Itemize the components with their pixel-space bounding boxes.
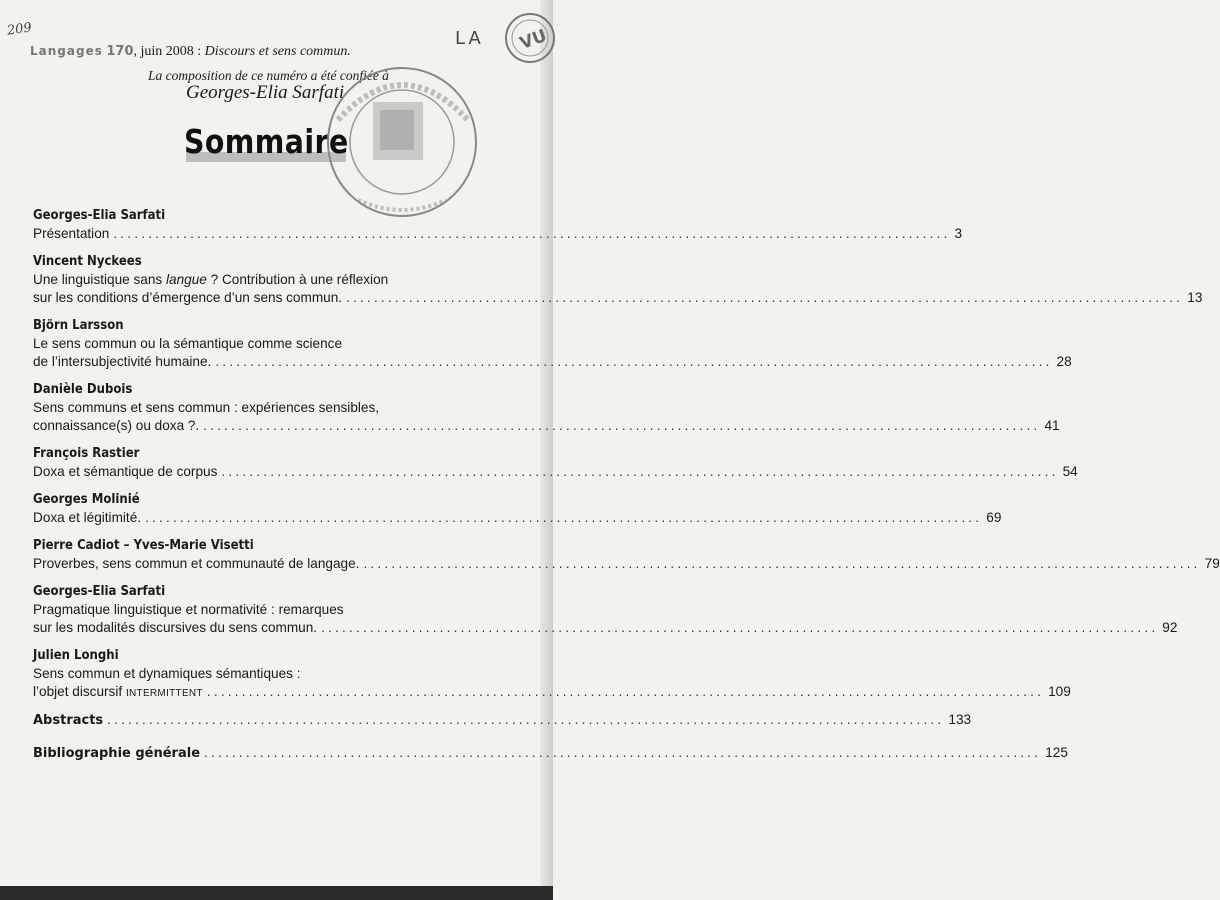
toc-leader-row [33, 463, 1078, 483]
toc-author: François Rastier [33, 446, 140, 461]
toc-author: Danièle Dubois [33, 382, 133, 397]
toc-author: Georges-Elia Sarfati [33, 208, 166, 223]
dot-leader: ........................................................................................................................ [204, 745, 1042, 760]
page-edge-right [540, 0, 553, 900]
toc-title-text: Sens communs et sens commun : expériences sensibles, [33, 400, 380, 415]
toc-title-text: Doxa et légitimité. [33, 510, 142, 525]
toc-author: Björn Larsson [33, 318, 124, 333]
editor-name: Georges-Elia Sarfati [186, 82, 345, 103]
toc-title-line [33, 399, 512, 417]
dot-leader: ........................................................................................................................ [346, 290, 1184, 305]
toc-leader-row [33, 417, 1060, 437]
library-stamp-icon [318, 60, 486, 220]
toc-title-line [33, 683, 203, 703]
dot-leader: ........................................................................................................................ [107, 712, 945, 727]
toc-leader-row [33, 555, 1220, 575]
toc-leader-row [33, 225, 963, 245]
dot-leader: ........................................................................................................................ [215, 354, 1053, 369]
toc-title-line [33, 509, 141, 529]
dot-leader: ........................................................................................................................ [113, 226, 951, 241]
toc-author: Julien Longhi [33, 648, 119, 663]
toc-title-text: l’objet discursif [33, 684, 126, 699]
dot-leader: ........................................................................................................................ [363, 556, 1201, 571]
toc-title-line [33, 665, 512, 683]
toc-title-text: Proverbes, sens commun et communauté de langage. [33, 556, 360, 571]
toc-entry [33, 445, 1078, 483]
vu-stamp-icon [500, 10, 554, 64]
toc-author: Vincent Nyckees [33, 254, 142, 269]
toc-title-line [33, 353, 211, 373]
toc-section-label: Bibliographie générale [33, 746, 201, 761]
toc-page-number: 79 [1204, 556, 1220, 571]
toc-page-number: 69 [986, 510, 1002, 525]
toc-entry [33, 381, 1060, 437]
toc-entry [33, 647, 1071, 703]
dot-leader: ........................................................................................................................ [206, 684, 1045, 699]
toc-page-number: 13 [1187, 290, 1203, 305]
toc-entry [33, 583, 1178, 639]
toc-title-text: Doxa et sémantique de corpus [33, 464, 218, 479]
toc-entry [33, 317, 1072, 373]
toc-leader-row [33, 509, 1002, 529]
toc-page-number: 133 [948, 712, 972, 727]
toc-title-text: de l’intersubjectivité humaine. [33, 354, 212, 369]
toc-title-line [33, 289, 342, 309]
page-title: Sommaire [184, 122, 349, 161]
toc-author: Pierre Cadiot – Yves-Marie Visetti [33, 538, 254, 553]
toc-leader-row [33, 683, 1071, 703]
toc-title-line [33, 271, 512, 289]
dot-leader: ........................................................................................................................ [221, 464, 1059, 479]
dot-leader: ........................................................................................................................ [321, 620, 1159, 635]
issue-number: 170 [106, 44, 134, 59]
toc-author: Georges-Elia Sarfati [33, 584, 166, 599]
editor-note: La composition de ce numéro a été confiée à [148, 68, 389, 83]
toc-page-number: 92 [1162, 620, 1178, 635]
toc-title-italic: langue [166, 272, 207, 287]
toc-title-text: Une linguistique sans [33, 272, 166, 287]
toc-title-text: connaissance(s) ou doxa ?. [33, 418, 200, 433]
toc-entry [33, 207, 963, 245]
toc-entry [33, 491, 1002, 529]
toc-entry [33, 253, 1203, 309]
toc-title-text: sur les conditions d’émergence d’un sens commun. [33, 290, 343, 305]
issue-date: , juin 2008 : [133, 44, 205, 59]
toc-title-line [33, 555, 359, 575]
toc-main-entry [33, 744, 1068, 763]
toc-main-entry [33, 711, 972, 730]
handwritten-page-number: 209 [6, 20, 33, 39]
toc-title-line [33, 463, 217, 483]
toc-leader-row [33, 353, 1072, 373]
table-of-contents [33, 207, 1220, 777]
journal-name: Langages [30, 44, 103, 58]
toc-title-text: Pragmatique linguistique et normativité : remarques [33, 602, 344, 617]
toc-title-line [33, 225, 109, 245]
scan-bottom-edge [0, 886, 553, 900]
toc-title-line [33, 417, 199, 437]
toc-section-label: Abstracts [33, 713, 104, 728]
toc-title-line [33, 619, 317, 639]
journal-header [30, 44, 351, 60]
toc-title-text: sur les modalités discursives du sens commun. [33, 620, 318, 635]
dot-leader: ........................................................................................................................ [145, 510, 983, 525]
toc-title-text: Sens commun et dynamiques sémantiques : [33, 666, 301, 681]
toc-page-number: 41 [1044, 418, 1060, 433]
toc-leader-row [33, 289, 1203, 309]
toc-leader-row [33, 619, 1178, 639]
toc-author: Georges Molinié [33, 492, 140, 507]
vu-stamp-text: VU [517, 25, 550, 54]
toc-title-text: ? Contribution à une réflexion [206, 272, 389, 287]
toc-page-number: 54 [1062, 464, 1078, 479]
toc-title-text: Présentation [33, 226, 110, 241]
toc-page-number: 125 [1045, 745, 1068, 760]
toc-title-smallcaps: INTERMITTENT [125, 688, 203, 699]
toc-page-number: 28 [1056, 354, 1072, 369]
toc-page-number: 109 [1048, 684, 1071, 699]
toc-title-line [33, 335, 512, 353]
toc-page-number: 3 [954, 226, 963, 241]
toc-title-line [33, 601, 512, 619]
dot-leader: ........................................................................................................................ [203, 418, 1041, 433]
toc-title-text: Le sens commun ou la sémantique comme science [33, 336, 343, 351]
issue-theme: Discours et sens commun. [204, 44, 351, 59]
handwritten-corner-note: LA [455, 28, 484, 49]
toc-entry [33, 537, 1220, 575]
